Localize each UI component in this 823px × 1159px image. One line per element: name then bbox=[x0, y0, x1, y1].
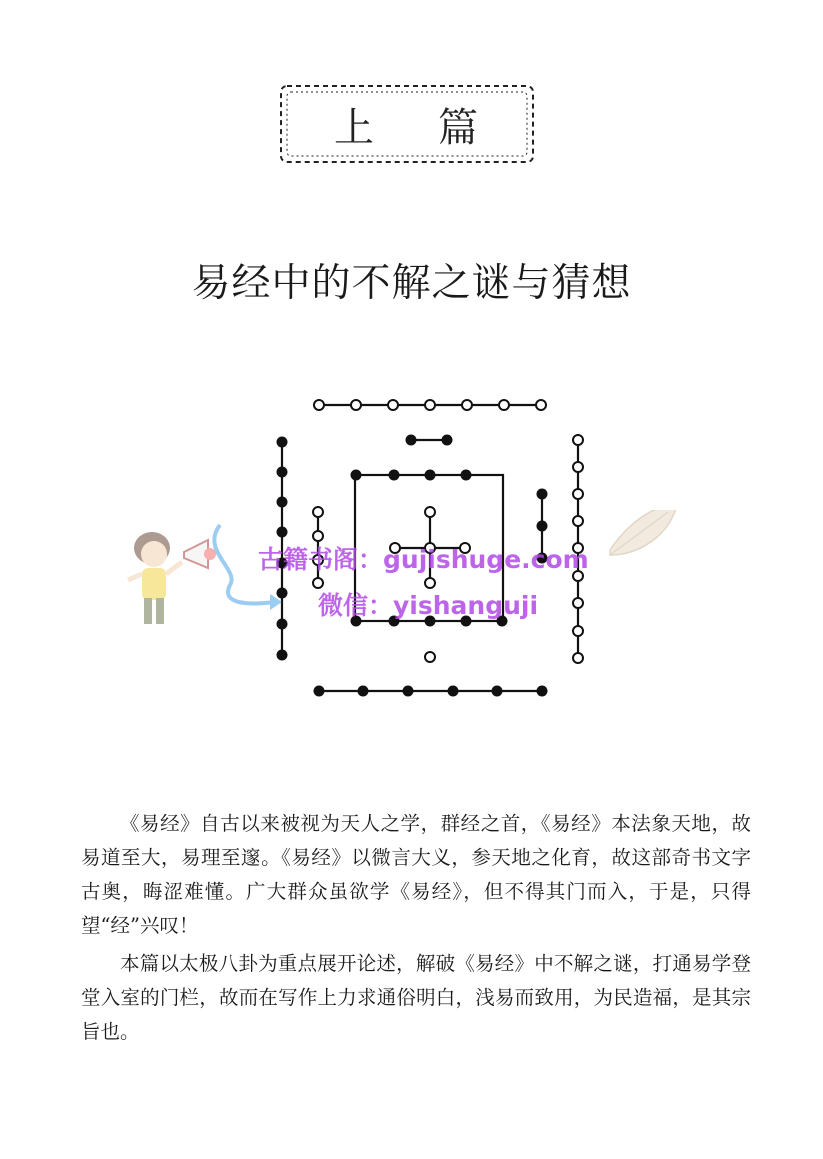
white-dot-50 bbox=[403, 686, 414, 697]
white-dot-28 bbox=[425, 470, 436, 481]
white-dot-17 bbox=[573, 435, 583, 445]
cartoon-figure-icon bbox=[128, 532, 182, 624]
white-dot-10 bbox=[277, 467, 288, 478]
white-dot-9 bbox=[277, 437, 288, 448]
watermark-graphic bbox=[120, 510, 680, 650]
part-heading-char-1: 上 bbox=[334, 104, 376, 151]
part-heading bbox=[278, 83, 536, 165]
white-dot-51 bbox=[448, 686, 459, 697]
white-dot-2 bbox=[388, 400, 398, 410]
white-dot-52 bbox=[492, 686, 503, 697]
white-dot-53 bbox=[537, 686, 548, 697]
white-dot-4 bbox=[462, 400, 472, 410]
white-dot-29 bbox=[461, 470, 472, 481]
watermark-line-2: 微信：yishanguji bbox=[318, 591, 539, 620]
white-dot-18 bbox=[573, 462, 583, 472]
paragraph-1: 《易经》自古以来被视为天人之学，群经之首，《易经》本法象天地，故易道至大，易理至邃。《易经》以微言大义，参天地之化育，故这部奇书文字古奥，晦涩难懂。广大群众虽欲学《易经》，但不得其门而入，于是，只得望“经”兴叹！ bbox=[81, 812, 751, 937]
watermark-line-1: 古籍书阁：gujishuge.com bbox=[258, 545, 589, 574]
white-dot-5 bbox=[499, 400, 509, 410]
body-text bbox=[81, 807, 751, 1053]
white-dot-25 bbox=[573, 653, 583, 663]
white-dot-26 bbox=[351, 470, 362, 481]
chapter-title: 易经中的不解之谜与猜想 bbox=[191, 261, 632, 306]
paragraph-2: 本篇以太极八卦为重点展开论述，解破《易经》中不解之谜，打通易学登堂入室的门栏，故而在写作上力求通俗明白，浅易而致用，为民造福，是其宗旨也。 bbox=[81, 952, 751, 1043]
white-dot-0 bbox=[314, 400, 324, 410]
white-dot-1 bbox=[351, 400, 361, 410]
part-heading-box bbox=[278, 83, 536, 165]
white-dot-8 bbox=[442, 435, 453, 446]
leaf-icon bbox=[610, 510, 676, 555]
white-dot-3 bbox=[425, 400, 435, 410]
white-dot-34 bbox=[537, 489, 548, 500]
white-dot-16 bbox=[277, 650, 288, 661]
white-dot-27 bbox=[389, 470, 400, 481]
megaphone-icon bbox=[184, 540, 216, 568]
white-dot-49 bbox=[358, 686, 369, 697]
white-dot-7 bbox=[406, 435, 417, 446]
white-dot-48 bbox=[314, 686, 325, 697]
white-dot-19 bbox=[573, 489, 583, 499]
white-dot-11 bbox=[277, 497, 288, 508]
part-heading-char-2: 篇 bbox=[438, 104, 480, 151]
white-dot-47 bbox=[425, 652, 435, 662]
white-dot-6 bbox=[536, 400, 546, 410]
